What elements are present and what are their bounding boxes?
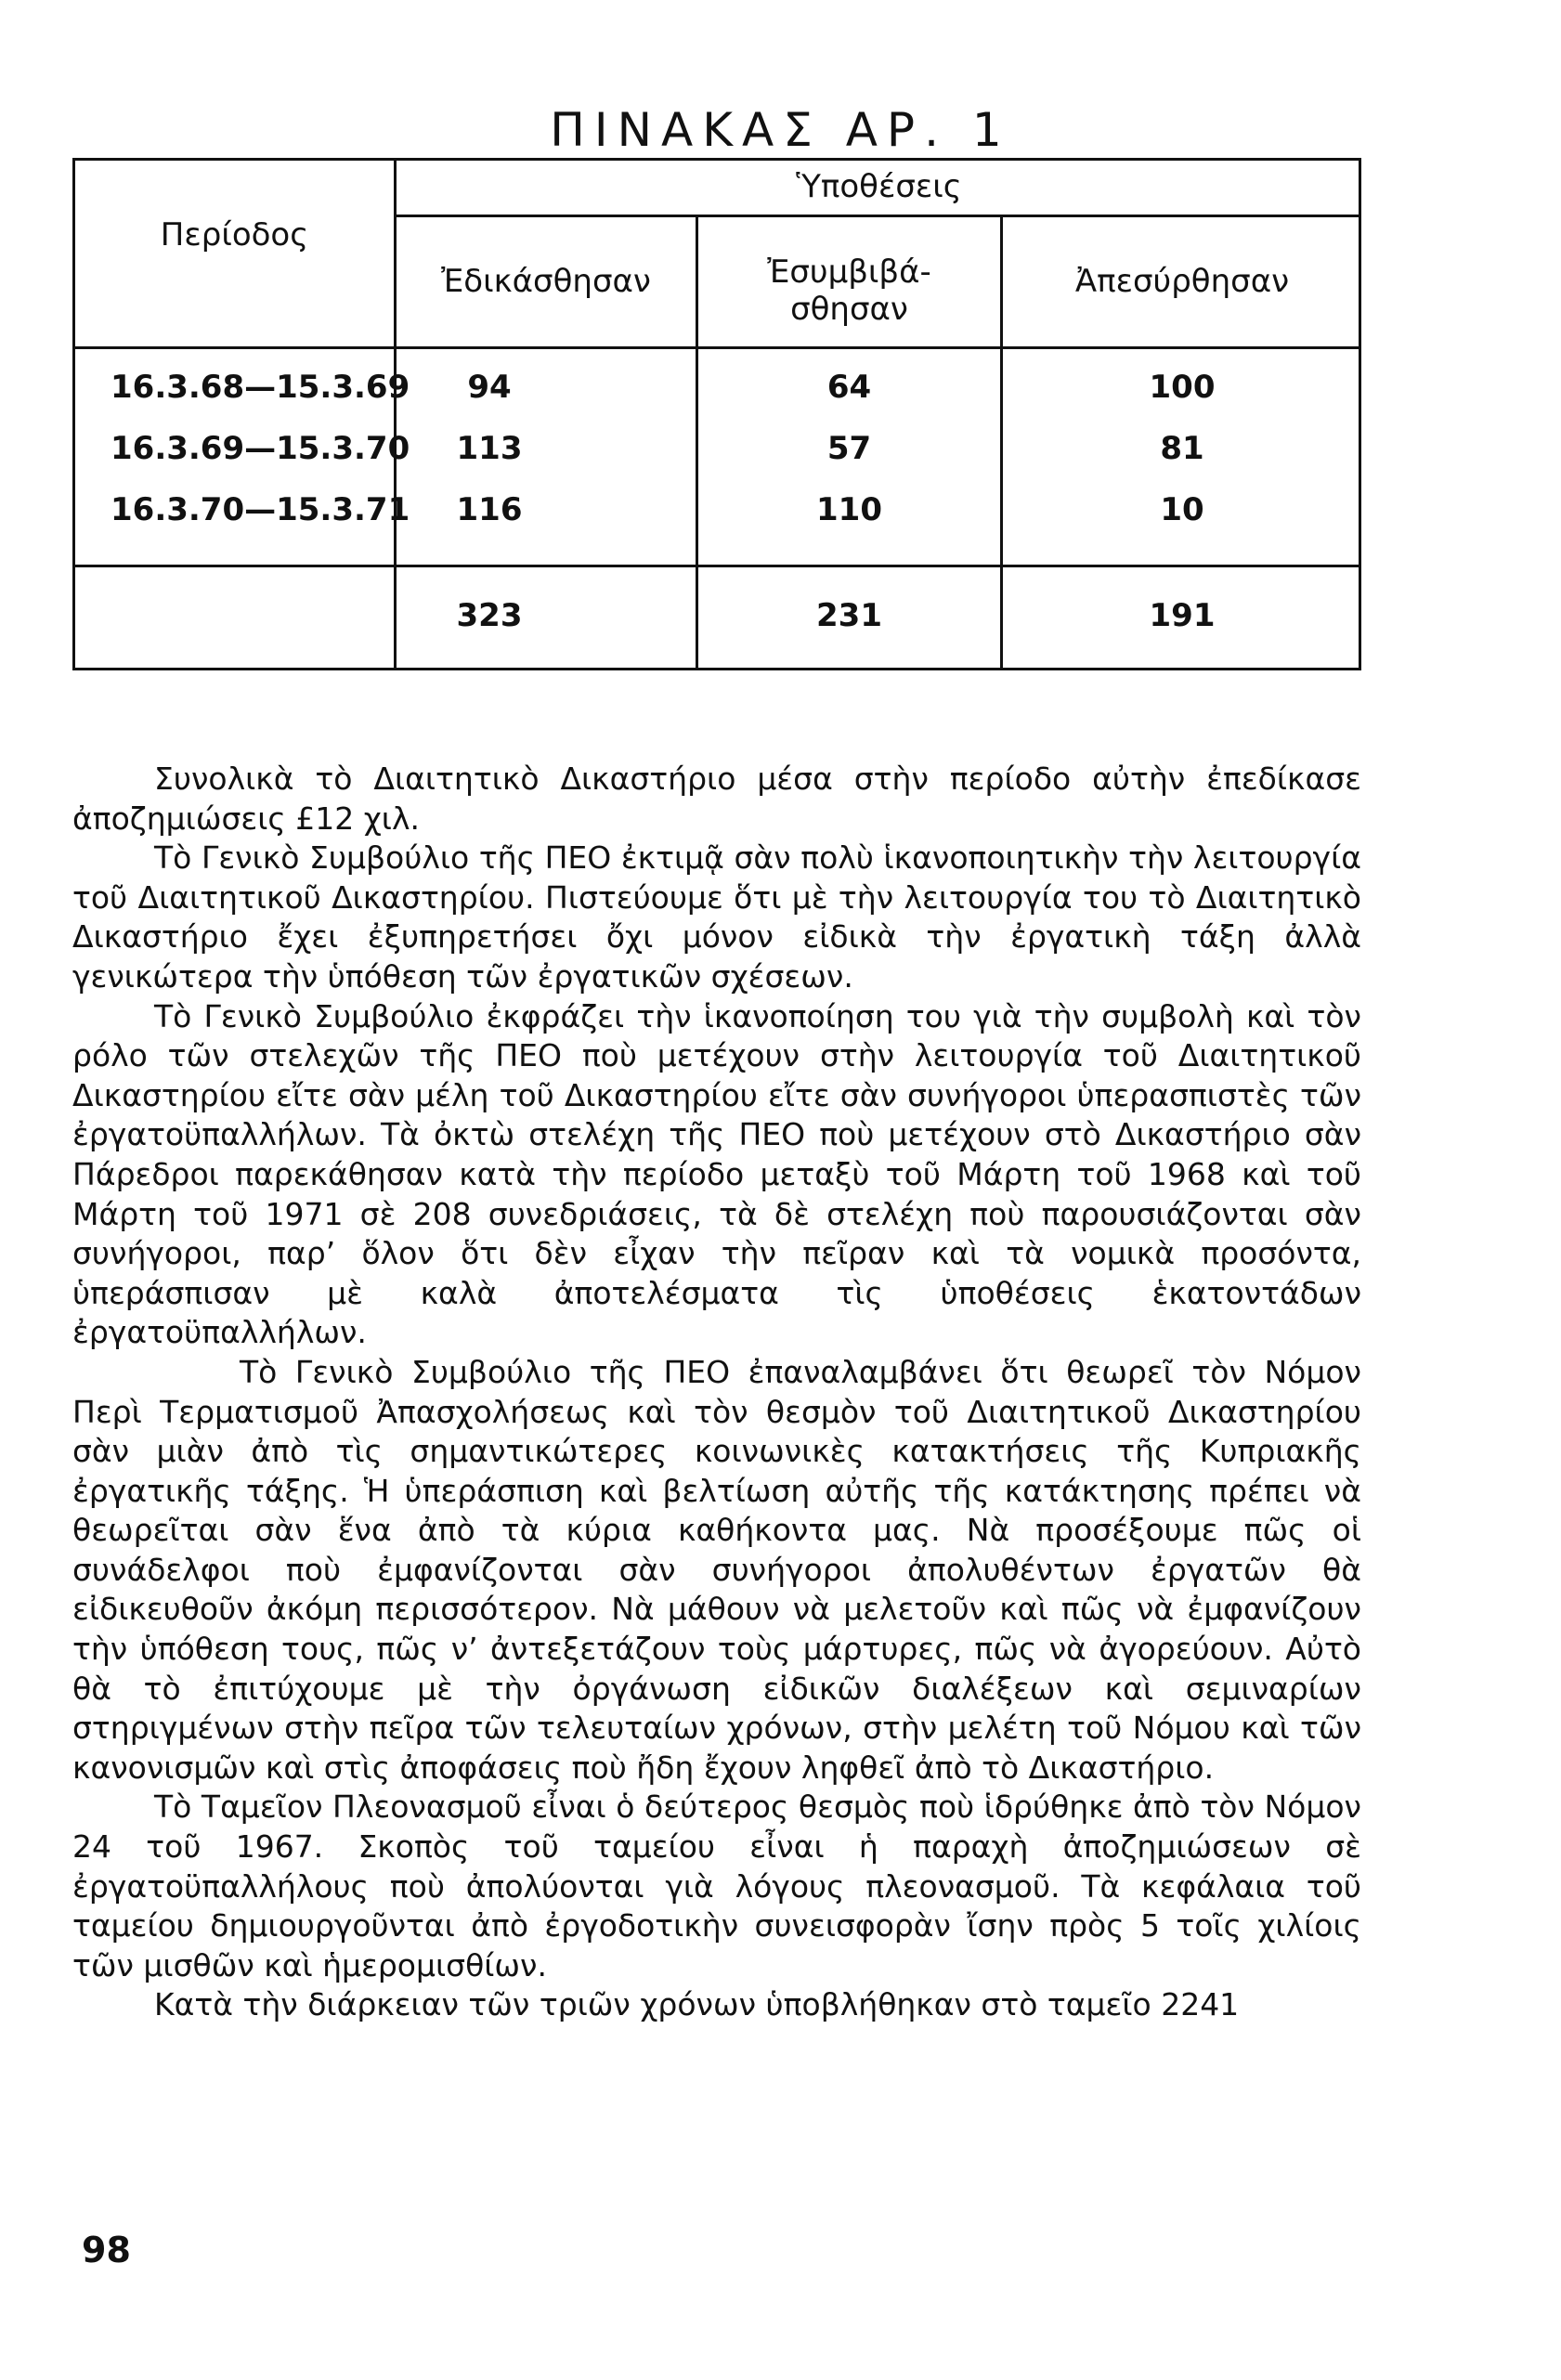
statistics-table bbox=[72, 158, 1361, 670]
row-value: 94 bbox=[467, 369, 512, 406]
period-header: Περίοδος bbox=[160, 216, 309, 254]
row-value: 64 bbox=[826, 369, 872, 406]
table-divider bbox=[75, 565, 1361, 567]
table-divider bbox=[75, 346, 1361, 349]
paragraph: Συνολικὰ τὸ Διαιτητικὸ Δικαστήριο μέσα στὴν περίοδο αὐτὴν ἐπεδίκασε ἀποζημιώσεις £12 χιλ. bbox=[72, 761, 1361, 837]
total-value: 323 bbox=[456, 597, 523, 634]
row-period: 16.3.70—15.3.71 bbox=[111, 491, 410, 528]
total-value: 191 bbox=[1149, 597, 1216, 634]
paragraph: Κατὰ τὴν διάρκειαν τῶν τριῶν χρόνων ὑποβλήθηκαν στὸ ταμεῖο 2241 bbox=[154, 1986, 1240, 2023]
column-header-adjudicated: Ἐδικάσθησαν bbox=[441, 263, 651, 300]
table-title: ΠΙΝΑΚΑΣ ΑΡ. 1 bbox=[550, 103, 1011, 157]
row-period: 16.3.68—15.3.69 bbox=[111, 369, 410, 406]
paragraph: Τὸ Ταμεῖον Πλεονασμοῦ εἶναι ὁ δεύτερος θεσμὸς ποὺ ἱδρύθηκε ἀπὸ τὸν Νόμον 24 τοῦ 1967. Σκοπὸς τοῦ ταμείου εἶναι ἡ παραχὴ ἀποζημιώσεων σὲ ἐργατοϋπαλλήλους ποὺ ἀπολύονται γιὰ λόγους πλεονασμοῦ. Τὰ κεφάλαια τοῦ ταμείου δημιουργοῦνται ἀπὸ ἐργοδοτικὴν συνεισφορὰν ἴσην πρὸς 5 τοῖς χιλίοις τῶν μισθῶν καὶ ἡμερομισθίων. bbox=[72, 1788, 1361, 1983]
row-period: 16.3.69—15.3.70 bbox=[111, 430, 410, 467]
row-value: 116 bbox=[456, 491, 523, 528]
row-value: 81 bbox=[1160, 430, 1204, 467]
cases-header: Ὑποθέσεις bbox=[796, 168, 962, 205]
row-value: 10 bbox=[1160, 491, 1204, 528]
column-header-settled: Ἐσυμβιβά- σθησαν bbox=[767, 254, 931, 328]
row-value: 110 bbox=[816, 491, 882, 528]
table-divider bbox=[394, 161, 397, 670]
paragraph: Τὸ Γενικὸ Συμβούλιο τῆς ΠΕΟ ἐπαναλαμβάνει ὅτι θεωρεῖ τὸν Νόμον Περὶ Τερματισμοῦ Ἀπασχολήσεως καὶ τὸν θεσμὸν τοῦ Διαιτητικοῦ Δικαστηρίου σὰν μιὰν ἀπὸ τὶς σημαντικώτερες κοινωνικὲς κατακτήσεις τῆς Κυπριακῆς ἐργατικῆς τάξης. Ἡ ὑπεράσπιση καὶ βελτίωση αὐτῆς τῆς κατάκτησης πρέπει νὰ θεωρεῖται σὰν ἕνα ἀπὸ τὰ κύρια καθήκοντα μας. Νὰ προσέξουμε πῶς οἱ συνάδελφοι ποὺ ἐμφανίζονται σὰν συνήγοροι ἀπολυθέντων ἐργατῶν θὰ εἰδικευθοῦν ἀκόμη περισσότερον. Νὰ μάθουν νὰ μελετοῦν καὶ πῶς νὰ ἐμφανίζουν τὴν ὑπόθεση τους, πῶς ν’ ἀντεξετάζουν τοὺς μάρτυρες, πῶς νὰ ἀγορεύουν. Αὐτὸ θὰ τὸ ἐπιτύχουμε μὲ τὴν ὀργάνωση εἰδικῶν διαλέξεων καὶ σεμιναρίων στηριγμένων στὴν πεῖρα τῶν τελευταίων χρόνων, στὴν μελέτη τοῦ Νόμου καὶ τῶν κανονισμῶν καὶ στὶς ἀποφάσεις ποὺ ἤδη ἔχουν ληφθεῖ ἀπὸ τὸ Δικαστήριο. bbox=[72, 1353, 1361, 1786]
page-number: 98 bbox=[82, 2230, 131, 2270]
paragraph: Τὸ Γενικὸ Συμβούλιο τῆς ΠΕΟ ἐκτιμᾷ σὰν πολὺ ἱκανοποιητικὴν τὴν λειτουργία τοῦ Διαιτητικοῦ Δικαστηρίου. Πιστεύουμε ὅτι μὲ τὴν λειτουργία του τὸ Διαιτητικὸ Δικαστήριο ἔχει ἐξυπηρετήσει ὄχι μόνον εἰδικὰ τὴν ἐργατικὴ τάξη ἀλλὰ γενικώτερα τὴν ὑπόθεση τῶν ἐργατικῶν σχέσεων. bbox=[72, 839, 1361, 995]
row-value: 113 bbox=[456, 430, 523, 467]
paragraph: Τὸ Γενικὸ Συμβούλιο ἐκφράζει τὴν ἱκανοποίηση του γιὰ τὴν συμβολὴ καὶ τὸν ρόλο τῶν στελεχῶν τῆς ΠΕΟ ποὺ μετέχουν στὴν λειτουργία τοῦ Διαιτητικοῦ Δικαστηρίου εἴτε σὰν μέλη τοῦ Δικαστηρίου εἴτε σὰν συνήγοροι ὑπερασπιστὲς τῶν ἐργατοϋπαλλήλων. Τὰ ὀκτὼ στελέχη τῆς ΠΕΟ ποὺ μετέχουν στὸ Δικαστήριο σὰν Πάρεδροι παρεκάθησαν κατὰ τὴν περίοδο μεταξὺ τοῦ Μάρτη τοῦ 1968 καὶ τοῦ Μάρτη τοῦ 1971 σὲ 208 συνεδριάσεις, τὰ δὲ στελέχη ποὺ παρουσιάζονται σὰν συνήγοροι, παρ’ ὅλον ὅτι δὲν εἶχαν τὴν πεῖραν καὶ τὰ νομικὰ προσόντα, ὑπεράσπισαν μὲ καλὰ ἀποτελέσματα τὶς ὑποθέσεις ἑκατοντάδων ἐργατοϋπαλλήλων. bbox=[72, 997, 1361, 1351]
body-text bbox=[72, 760, 1361, 2025]
column-header-withdrawn: Ἀπεσύρθησαν bbox=[1074, 263, 1290, 300]
row-value: 57 bbox=[826, 430, 872, 467]
row-value: 100 bbox=[1149, 369, 1216, 406]
table-divider bbox=[394, 215, 1361, 217]
total-value: 231 bbox=[816, 597, 882, 634]
